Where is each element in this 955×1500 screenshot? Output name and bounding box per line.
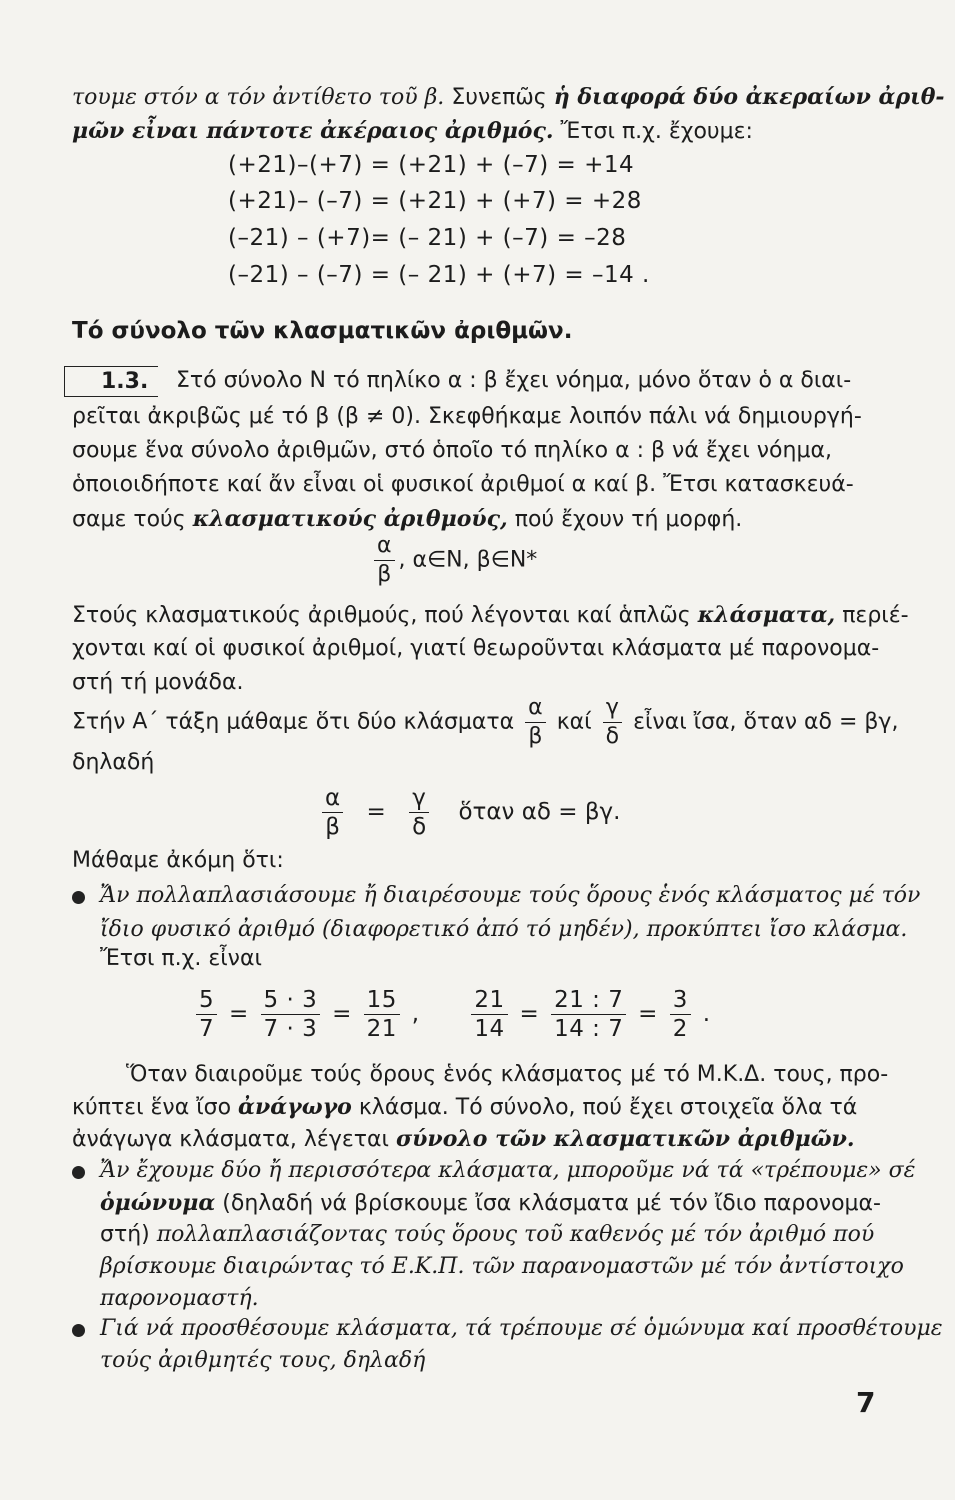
para4-line-2-bold: ἀνάγωγο bbox=[238, 1094, 352, 1120]
equal-fractions bbox=[318, 784, 620, 841]
ex-f6-num: 3 bbox=[670, 986, 691, 1015]
form-numerator: α bbox=[374, 532, 395, 561]
ex-eq-4: = bbox=[638, 1001, 658, 1027]
bullet-3 bbox=[72, 1324, 85, 1337]
para1-line-5 bbox=[72, 506, 742, 532]
ex-f6-den: 2 bbox=[672, 1016, 688, 1042]
top-line-2-bold: μῶν εἶναι πάντοτε ἀκέραιος ἀριθμός. bbox=[72, 118, 554, 144]
para3-frac2-num: γ bbox=[603, 694, 622, 723]
eq-frac2-num: γ bbox=[409, 784, 429, 813]
rule3-line-1: Γιά νά προσθέσουμε κλάσματα, τά τρέπουμε σέ ὁμώνυμα καί προσθέτουμε bbox=[100, 1316, 943, 1341]
equation-3: (–21) – (+7)= (– 21) + (–7) = –28 bbox=[228, 225, 627, 251]
ex-f4-den: 14 bbox=[474, 1016, 505, 1042]
para3-line-1 bbox=[72, 694, 898, 751]
top-line-1-italic: τουμε στόν α τόν ἀντίθετο τοῦ β. bbox=[72, 85, 445, 110]
example-fractions bbox=[192, 986, 711, 1043]
ex-f1-den: 7 bbox=[199, 1016, 215, 1042]
para1-line-5-bold: κλασματικούς ἀριθμούς, bbox=[192, 506, 508, 532]
para2-line-1-bold: κλάσματα, bbox=[697, 602, 836, 628]
equation-4: (–21) – (–7) = (– 21) + (+7) = –14 . bbox=[228, 262, 650, 288]
ex-f5-num: 21 : 7 bbox=[551, 986, 626, 1015]
ex-f2-den: 7 · 3 bbox=[263, 1016, 318, 1042]
para2-line-3: στή τή μονάδα. bbox=[72, 670, 244, 695]
para2-line-1-post: περιέ- bbox=[842, 603, 909, 628]
learned-line: Μάθαμε ἀκόμη ὅτι: bbox=[72, 848, 284, 873]
para4-line-1: Ὅταν διαιροῦμε τούς ὅρους ἑνός κλάσματος μέ τό Μ.Κ.Δ. τους, προ- bbox=[126, 1062, 889, 1087]
para2-line-1-pre: Στούς κλασματικούς ἀριθμούς, πού λέγονται καί ἁπλῶς bbox=[72, 603, 691, 628]
ex-f3-num: 15 bbox=[364, 986, 400, 1015]
fraction-form bbox=[370, 532, 537, 589]
form-condition: , α∈N, β∈N* bbox=[398, 547, 538, 573]
bullet-2 bbox=[72, 1166, 85, 1179]
rule2-line-4: βρίσκουμε διαιρώντας τό Ε.Κ.Π. τῶν παρανομαστῶν μέ τόν ἀντίστοιχο bbox=[100, 1254, 904, 1279]
equation-1: (+21)–(+7) = (+21) + (–7) = +14 bbox=[228, 152, 635, 178]
eq-frac1-den: β bbox=[325, 814, 340, 840]
eq-sign: = bbox=[366, 799, 386, 825]
rule2-line-3 bbox=[100, 1222, 874, 1247]
para4-line-3-pre: ἀνάγωγα κλάσματα, λέγεται bbox=[72, 1127, 389, 1152]
ex-f3-den: 21 bbox=[366, 1016, 397, 1042]
rule2-line-2-post: (δηλαδή νά βρίσκουμε ἴσα κλάσματα μέ τόν ἴδιο παρονομα- bbox=[222, 1191, 881, 1216]
rule2-line-3-pre: στή) bbox=[100, 1222, 150, 1247]
eq-frac1-num: α bbox=[322, 784, 343, 813]
section-title: Τό σύνολο τῶν κλασματικῶν ἀριθμῶν. bbox=[72, 318, 573, 344]
bullet-1 bbox=[72, 891, 85, 904]
para1-line-5-pre: σαμε τούς bbox=[72, 507, 186, 532]
para4-line-2 bbox=[72, 1094, 857, 1120]
top-line-2 bbox=[72, 118, 753, 144]
para3-frac1-num: α bbox=[525, 694, 546, 723]
rule2-line-3-italic: πολλαπλασιάζοντας τούς ὅρους τοῦ καθενός μέ τόν ἀριθμό πού bbox=[156, 1222, 875, 1247]
rule2-line-1: Ἄν ἔχουμε δύο ἤ περισσότερα κλάσματα, μποροῦμε νά τά «τρέπουμε» σέ bbox=[100, 1158, 916, 1183]
ex-comma: , bbox=[411, 1001, 420, 1027]
rule2-line-2-bold: ὁμώνυμα bbox=[100, 1190, 216, 1216]
equation-2: (+21)– (–7) = (+21) + (+7) = +28 bbox=[228, 188, 642, 214]
rule1-line-3: Ἔτσι π.χ. εἶναι bbox=[100, 946, 262, 971]
para2-line-2: χονται καί οἱ φυσικοί ἀριθμοί, γιατί θεωροῦνται κλάσματα μέ παρονομα- bbox=[72, 636, 880, 661]
ex-eq-1: = bbox=[228, 1001, 249, 1027]
para2-line-1 bbox=[72, 602, 909, 628]
para3-post: εἶναι ἴσα, ὅταν αδ = βγ, bbox=[633, 709, 899, 735]
para1-line-5-post: πού ἔχουν τή μορφή. bbox=[514, 507, 743, 532]
para1-line-2: ρεῖται ἀκριβῶς μέ τό β (β ≠ 0). Σκεφθήκαμε λοιπόν πάλι νά δημιουργή- bbox=[72, 404, 862, 429]
para3-and: καί bbox=[556, 709, 592, 735]
page-number: 7 bbox=[856, 1386, 876, 1419]
rule1-line-1: Ἄν πολλαπλασιάσουμε ἤ διαιρέσουμε τούς ὅρους ἑνός κλάσματος μέ τόν bbox=[100, 883, 921, 908]
ex-f5-den: 14 : 7 bbox=[554, 1016, 624, 1042]
top-line-1 bbox=[72, 84, 945, 110]
rule1-line-2: ἴδιο φυσικό ἀριθμό (διαφορετικό ἀπό τό μηδέν), προκύπτει ἴσο κλάσμα. bbox=[100, 917, 908, 942]
eq-frac2-den: δ bbox=[412, 814, 427, 840]
para3-pre: Στήν Α΄ τάξη μάθαμε ὅτι δύο κλάσματα bbox=[72, 709, 515, 735]
ex-f1-num: 5 bbox=[196, 986, 217, 1015]
rule3-line-2: τούς ἀριθμητές τους, δηλαδή bbox=[100, 1348, 426, 1373]
para3-line-2: δηλαδή bbox=[72, 750, 155, 775]
section-number: 1.3. bbox=[64, 366, 158, 397]
eq-tail: ὅταν αδ = βγ. bbox=[458, 799, 621, 825]
para4-line-2-post: κλάσμα. Τό σύνολο, πού ἔχει στοιχεῖα ὅλα τά bbox=[358, 1095, 858, 1120]
rule2-line-2 bbox=[100, 1190, 881, 1216]
ex-f2-num: 5 · 3 bbox=[261, 986, 321, 1015]
ex-dot: . bbox=[702, 1001, 711, 1027]
para1-line-4: ὁποιοιδήποτε καί ἄν εἶναι οἱ φυσικοί ἀριθμοί α καί β. Ἔτσι κατασκευά- bbox=[72, 472, 854, 497]
para4-line-2-pre: κύπτει ἕνα ἴσο bbox=[72, 1095, 232, 1120]
para1-line-3: σουμε ἕνα σύνολο ἀριθμῶν, στό ὁποῖο τό πηλίκο α : β νά ἔχει νόημα, bbox=[72, 438, 832, 463]
ex-f4-num: 21 bbox=[471, 986, 507, 1015]
rule2-line-5: παρονομαστή. bbox=[100, 1286, 259, 1311]
para3-frac1-den: β bbox=[528, 724, 543, 749]
para4-line-3 bbox=[72, 1126, 855, 1152]
top-line-1-rest: Συνεπῶς bbox=[451, 85, 547, 110]
ex-eq-3: = bbox=[519, 1001, 540, 1027]
para1-line-1: Στό σύνολο N τό πηλίκο α : β ἔχει νόημα, μόνο ὅταν ὁ α διαι- bbox=[176, 368, 852, 393]
ex-eq-2: = bbox=[332, 1001, 352, 1027]
top-line-1-bold: ἡ διαφορά δύο ἀκεραίων ἀριθ- bbox=[553, 84, 945, 110]
para3-frac2-den: δ bbox=[605, 724, 620, 749]
para4-line-3-bold: σύνολο τῶν κλασματικῶν ἀριθμῶν. bbox=[395, 1126, 855, 1152]
top-line-2-rest: Ἔτσι π.χ. ἔχουμε: bbox=[560, 119, 753, 144]
form-denominator: β bbox=[377, 562, 392, 587]
